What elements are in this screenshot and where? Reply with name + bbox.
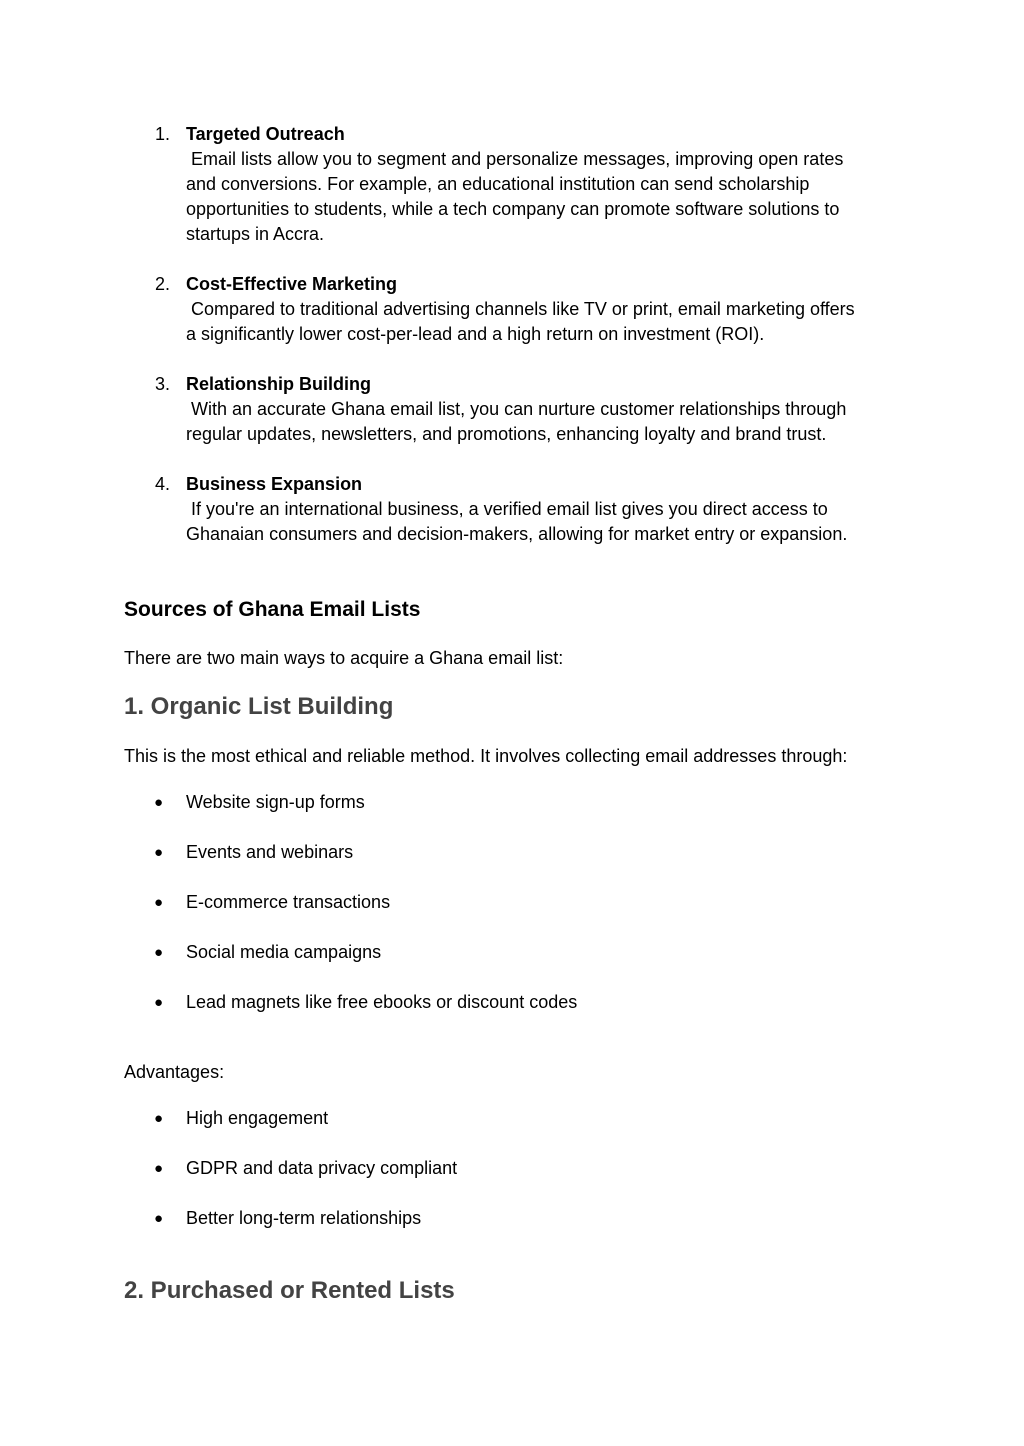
list-item-title: Targeted Outreach	[186, 124, 345, 144]
list-item-text: regular updates, newsletters, and promotions, enhancing loyalty and brand trust.	[186, 424, 827, 444]
bullet-icon: ●	[154, 1160, 164, 1177]
section-heading: Sources of Ghana Email Lists	[124, 598, 421, 621]
list-item-text: Email lists allow you to segment and personalize messages, improving open rates	[186, 149, 844, 169]
list-item: GDPR and data privacy compliant	[186, 1158, 458, 1178]
list-item-title: Cost-Effective Marketing	[186, 274, 398, 294]
list-item: Website sign-up forms	[186, 792, 365, 812]
list-item-title: Business Expansion	[186, 474, 363, 494]
list-item: Events and webinars	[186, 842, 354, 862]
bullet-icon: ●	[154, 794, 164, 811]
list-item: Better long-term relationships	[186, 1208, 422, 1228]
list-number: 3.	[155, 374, 171, 394]
paragraph: There are two main ways to acquire a Ghana email list:	[124, 648, 564, 668]
list-item-text: Compared to traditional advertising channels like TV or print, email marketing offers	[186, 299, 855, 319]
subsection-heading: 1. Organic List Building	[124, 693, 394, 720]
bullet-icon: ●	[154, 994, 164, 1011]
list-item-text: and conversions. For example, an educational institution can send scholarship	[186, 174, 810, 194]
list-item: E-commerce transactions	[186, 892, 391, 912]
list-item-text: a significantly lower cost-per-lead and a high return on investment (ROI).	[186, 324, 765, 344]
advantages-label: Advantages:	[124, 1062, 225, 1082]
bullet-icon: ●	[154, 944, 164, 961]
list-item-text: If you're an international business, a verified email list gives you direct access to	[186, 499, 828, 519]
list-item-text: With an accurate Ghana email list, you can nurture customer relationships through	[186, 399, 847, 419]
bullet-icon: ●	[154, 894, 164, 911]
list-item: Social media campaigns	[186, 942, 382, 962]
list-number: 4.	[155, 474, 171, 494]
list-item-text: opportunities to students, while a tech company can promote software solutions to	[186, 199, 840, 219]
bullet-icon: ●	[154, 1210, 164, 1227]
bullet-icon: ●	[154, 844, 164, 861]
list-item-text: Ghanaian consumers and decision-makers, allowing for market entry or expansion.	[186, 524, 848, 544]
subsection-heading: 2. Purchased or Rented Lists	[124, 1277, 455, 1304]
list-item: High engagement	[186, 1108, 329, 1128]
list-number: 2.	[155, 274, 171, 294]
list-item: Lead magnets like free ebooks or discount codes	[186, 992, 578, 1012]
bullet-icon: ●	[154, 1110, 164, 1127]
list-item-title: Relationship Building	[186, 374, 371, 394]
paragraph: This is the most ethical and reliable method. It involves collecting email addresses through:	[124, 746, 848, 766]
list-item-text: startups in Accra.	[186, 224, 325, 244]
list-number: 1.	[155, 124, 171, 144]
